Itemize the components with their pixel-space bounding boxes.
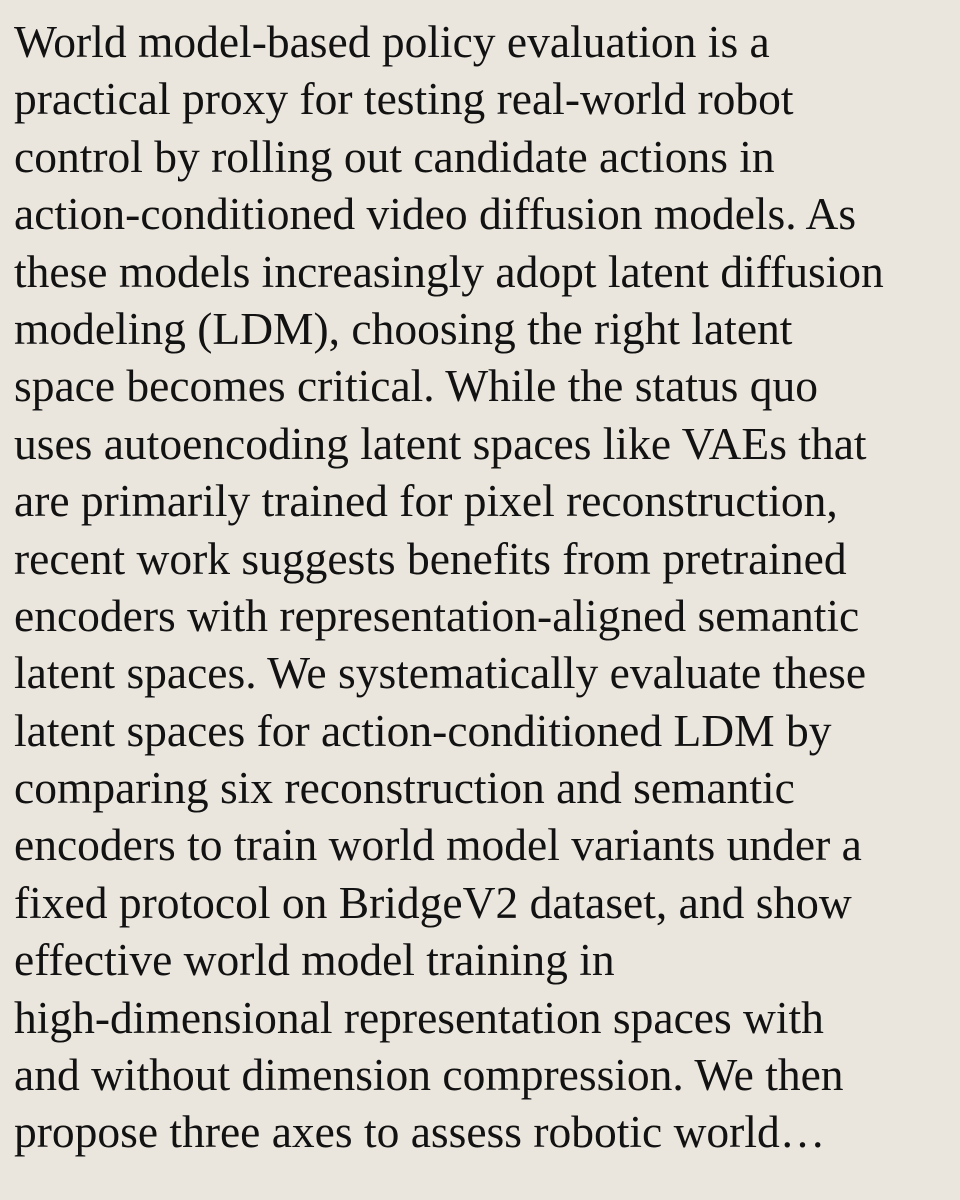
abstract-line: uses autoencoding latent spaces like VAEs that bbox=[14, 417, 867, 469]
abstract-line: World model-based policy evaluation is a bbox=[14, 16, 770, 67]
abstract-line: and without dimension compression. We then bbox=[14, 1049, 844, 1101]
abstract-line: are primarily trained for pixel reconstruction, bbox=[14, 475, 838, 527]
abstract-line: encoders with representation-aligned semantic bbox=[14, 589, 860, 641]
abstract-line: practical proxy for testing real-world robot bbox=[14, 73, 794, 125]
abstract-line: space becomes critical. While the status quo bbox=[14, 360, 818, 412]
abstract-line: action-conditioned video diffusion models. As bbox=[14, 188, 857, 240]
abstract-line: effective world model training in bbox=[14, 934, 615, 986]
abstract-text bbox=[14, 13, 960, 1161]
abstract-line: fixed protocol on BridgeV2 dataset, and show bbox=[14, 876, 852, 928]
abstract-line: control by rolling out candidate actions in bbox=[14, 130, 775, 182]
abstract-line: propose three axes to assess robotic world… bbox=[14, 1106, 826, 1158]
abstract-line: comparing six reconstruction and semantic bbox=[14, 762, 795, 814]
abstract-line: high-dimensional representation spaces with bbox=[14, 991, 824, 1043]
abstract-line: latent spaces for action-conditioned LDM by bbox=[14, 704, 832, 756]
abstract-line: latent spaces. We systematically evaluate these bbox=[14, 647, 867, 699]
abstract-line: encoders to train world model variants under a bbox=[14, 819, 862, 871]
abstract-line: modeling (LDM), choosing the right latent bbox=[14, 302, 793, 354]
abstract-line: recent work suggests benefits from pretrained bbox=[14, 532, 847, 584]
abstract-line: these models increasingly adopt latent diffusion bbox=[14, 245, 884, 297]
